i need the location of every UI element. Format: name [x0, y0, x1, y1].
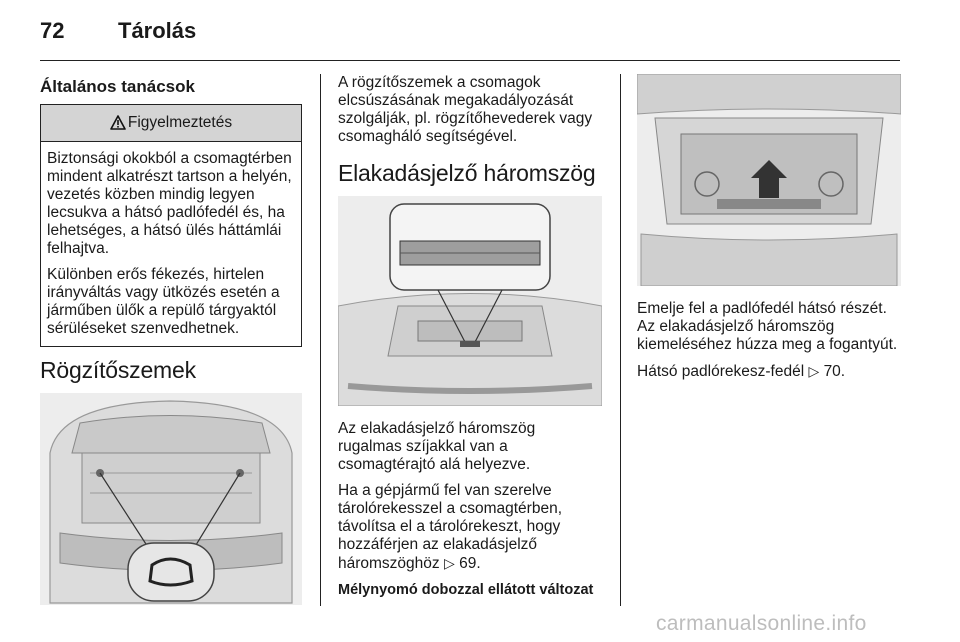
watermark: carmanualsonline.info — [656, 612, 867, 635]
rear-floor-cover-text — [637, 362, 901, 381]
warning-triangle-icon — [110, 108, 126, 144]
warning-header — [41, 105, 301, 142]
subwoofer-variant-subheading: Mélynyomó dobozzal ellátott változat — [338, 582, 594, 598]
warning-triangle-heading: Elakadásjelző háromszög — [338, 160, 596, 186]
page-ref-arrow-icon: ▷ — [443, 555, 455, 571]
storage-box-text-body: Ha a gépjármű fel van szerelve tárolórekesszel a csomagtérben, távolítsa el a tárolórekeszt, hogy hozzáférjen az elakadásjelző háromszöghöz — [338, 482, 563, 572]
page-reference[interactable]: 70. — [823, 363, 846, 380]
warning-paragraph: Különben erős fékezés, hirtelen irányváltás vagy ütközés esetén a járműben ülők a repülő tárgyaktól sérüléseket szenvedhetnek. — [47, 266, 280, 337]
lashing-eyes-text: A rögzítőszemek a csomagok elcsúszásának megakadályozását szolgálják, pl. rögzítőhevederek vagy csomagháló segítségével. — [338, 74, 593, 145]
header-rule — [40, 60, 900, 61]
page-ref-arrow-icon: ▷ — [808, 363, 820, 379]
warning-triangle-illustration — [338, 196, 602, 406]
rear-floor-cover-text-body: Hátsó padlórekesz-fedél — [637, 363, 805, 380]
column-divider — [320, 74, 321, 606]
column-1 — [40, 74, 302, 605]
page-reference[interactable]: 69. — [459, 555, 481, 572]
lashing-eyes-heading: Rögzítőszemek — [40, 357, 196, 383]
column-3 — [637, 74, 901, 389]
general-advice-heading: Általános tanácsok — [40, 77, 195, 96]
warning-body — [41, 142, 301, 346]
page-number: 72 — [40, 18, 65, 43]
warning-title: Figyelmeztetés — [127, 114, 233, 131]
lashing-eyes-illustration — [40, 393, 302, 605]
triangle-location-text: Az elakadásjelző háromszög rugalmas szíjakkal van a csomagtérajtó alá helyezve. — [338, 420, 536, 473]
warning-paragraph: Biztonsági okokból a csomagtérben mindent alkatrészt tartson a helyén, vezetés közben mindig legyen lecsukva a hátsó padlófedél és, ha lehetséges, a hátsó ülés háttámlái felhajtva. — [47, 150, 292, 257]
storage-box-text — [338, 482, 602, 573]
column-2 — [338, 74, 602, 607]
page-header — [40, 18, 920, 48]
warning-box — [40, 104, 302, 347]
lift-cover-text: Emelje fel a padlófedél hátsó részét. Az elakadásjelző háromszög kiemeléséhez húzza meg a fogantyút. — [637, 300, 898, 353]
chapter-title: Tárolás — [118, 18, 197, 43]
column-divider — [620, 74, 621, 606]
floor-cover-illustration — [637, 74, 901, 286]
